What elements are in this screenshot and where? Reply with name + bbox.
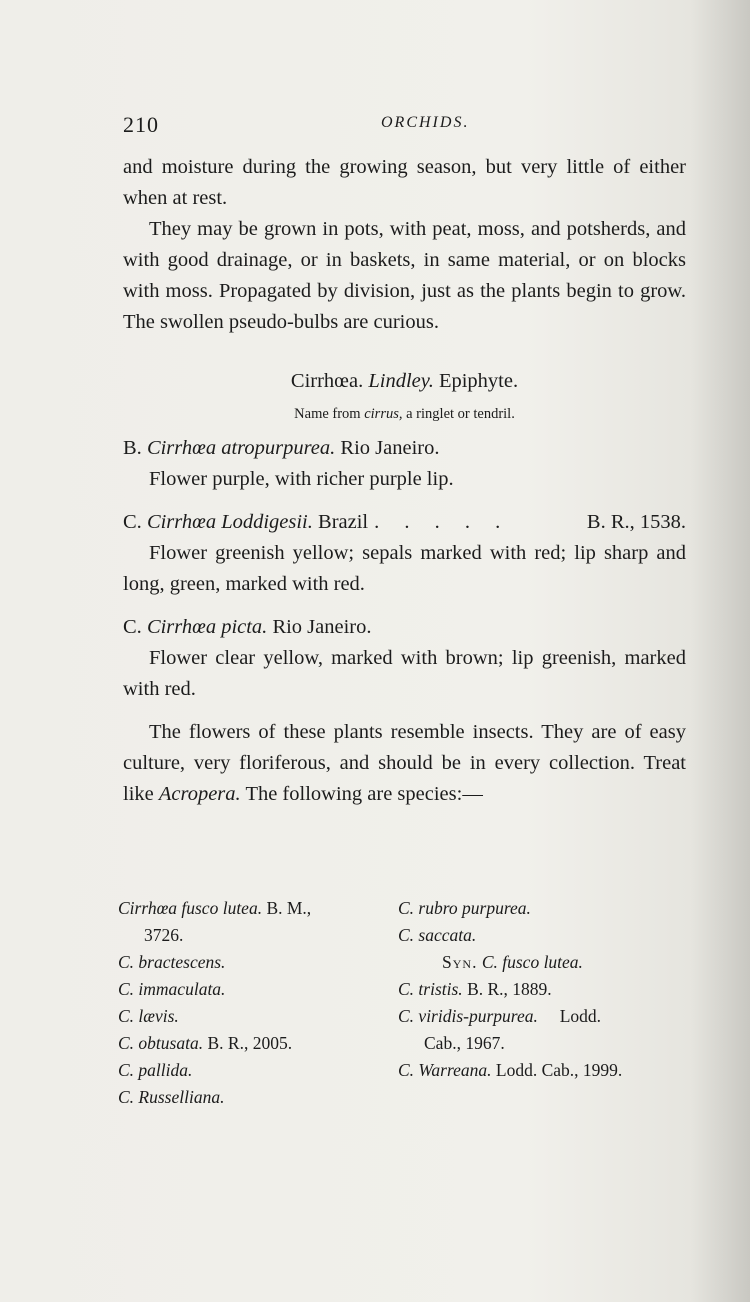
- species-description: Flower clear yellow, marked with brown; lip greenish, marked with red.: [123, 647, 686, 700]
- species-list-left-column: [118, 895, 398, 1111]
- list-item: C. tristis. B. R., 1889.: [398, 979, 552, 999]
- genus-authority: Lindley.: [368, 370, 434, 392]
- list-item: C. pallida.: [118, 1060, 193, 1080]
- species-name: Cirrhœa atropurpurea.: [146, 437, 336, 459]
- page-body: [123, 152, 686, 810]
- species-list-right-column: [398, 895, 698, 1084]
- list-item: Cirrhœa fusco lutea. B. M.,: [118, 898, 312, 918]
- species-description: Flower greenish yellow; sepals marked with red; lip sharp and long, green, marked with red.: [123, 542, 686, 595]
- intro-paragraph-2: They may be grown in pots, with peat, moss, and potsherds, and with good drainage, or in baskets, in same material, or on blocks with moss. Propagated by division, just as the plants begin to grow. The swollen pseudo-bulbs are curious.: [123, 218, 686, 333]
- running-title: ORCHIDS.: [381, 114, 470, 131]
- list-item: C. immaculata.: [118, 979, 226, 999]
- species-locality: Brazil: [318, 511, 369, 533]
- species-description: Flower purple, with richer purple lip.: [149, 468, 454, 490]
- species-reference: B. R., 1538.: [586, 511, 686, 533]
- list-item: Syn. C. fusco lutea.: [442, 952, 583, 972]
- species-entry: [123, 433, 686, 495]
- list-item: C. bractescens.: [118, 952, 226, 972]
- species-name: Cirrhœa Loddigesii.: [146, 511, 313, 533]
- genus-habit: Epiphyte.: [438, 370, 519, 392]
- list-item: C. obtusata. B. R., 2005.: [118, 1033, 293, 1053]
- species-name: Cirrhœa picta.: [146, 616, 268, 638]
- genus-name: Cirrhœa.: [290, 370, 364, 392]
- list-item: C. lævis.: [118, 1006, 179, 1026]
- intro-paragraph-1: and moisture during the growing season, but very little of either when at rest.: [123, 156, 686, 209]
- list-item: C. saccata.: [398, 925, 477, 945]
- genus-etymology: Name from cirrus, a ringlet or tendril.: [294, 406, 515, 422]
- list-item: C. rubro purpurea.: [398, 898, 531, 918]
- list-item: C. viridis-purpurea. Lodd.: [398, 1006, 602, 1026]
- entry-heading: B. Cirrhœa atropurpurea. Rio Janeiro.: [123, 437, 440, 459]
- page-header: [123, 112, 686, 142]
- entry-heading: C. Cirrhœa picta. Rio Janeiro.: [123, 616, 372, 638]
- species-locality: Rio Janeiro.: [272, 616, 372, 638]
- list-item: C. Russelliana.: [118, 1087, 225, 1107]
- list-item: Cab., 1967.: [424, 1033, 505, 1053]
- leader-dots: . . . . .: [374, 511, 511, 533]
- page-number: 210: [123, 112, 159, 137]
- closing-paragraph: The flowers of these plants resemble insects. They are of easy culture, very floriferous, and should be in every collection. Treat like Acropera. The following are species:—: [123, 721, 686, 805]
- list-item: C. Warreana. Lodd. Cab., 1999.: [398, 1060, 623, 1080]
- entry-heading: C. Cirrhœa Loddigesii. Brazil . . . . . B. R., 1538.: [123, 507, 686, 538]
- species-entry: [123, 507, 686, 600]
- list-item: 3726.: [144, 925, 184, 945]
- genus-heading: [123, 366, 686, 397]
- species-locality: Rio Janeiro.: [340, 437, 440, 459]
- species-entry: [123, 612, 686, 705]
